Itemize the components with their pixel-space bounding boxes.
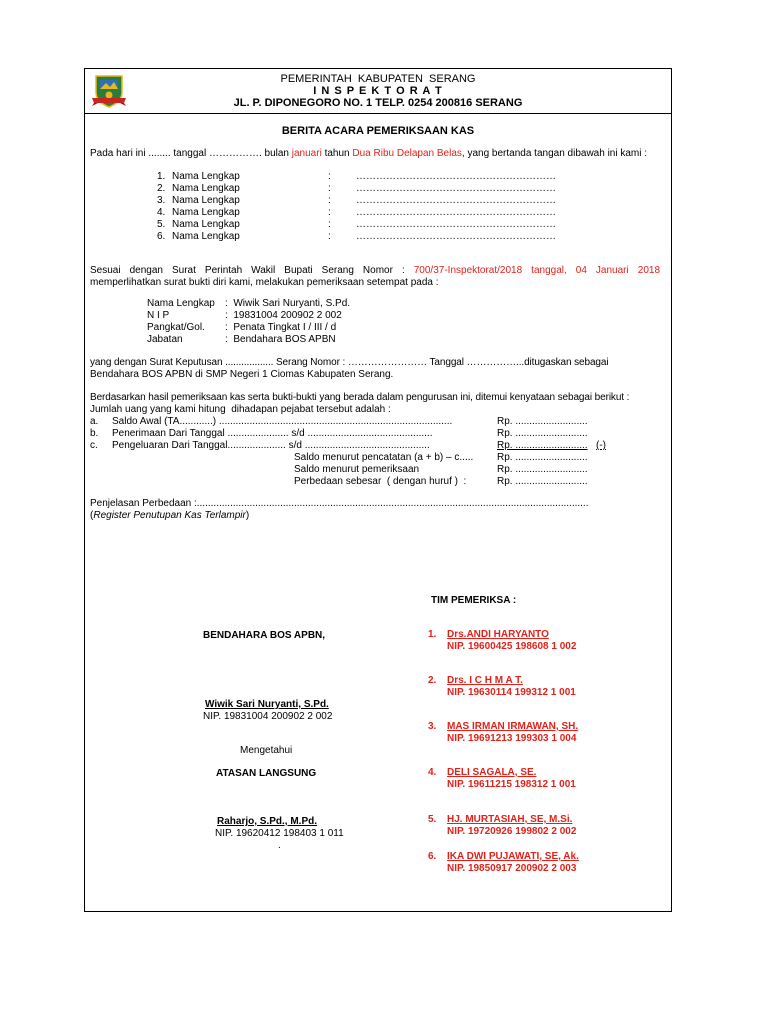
findings-line1: Berdasarkan hasil pemeriksaan kas serta bukti-bukti yang berada dalam pengurusan ini, ditemui kenyataan sebagai berikut : bbox=[90, 392, 630, 403]
balance-rp: Rp. .......................... bbox=[497, 452, 588, 463]
member-name: MAS IRMAN IRMAWAN, SH. bbox=[447, 721, 579, 732]
list-item-colon: : bbox=[328, 231, 331, 242]
member-name: IKA DWI PUJAWATI, SE, Ak. bbox=[447, 851, 579, 862]
list-item-colon: : bbox=[328, 171, 331, 182]
list-item-dots: …………………………………………………… bbox=[356, 195, 556, 206]
superior-nip: NIP. 19620412 198403 1 011 bbox=[215, 828, 344, 839]
decree-line1: yang dengan Surat Keputusan .................. Serang Nomor : …………………… Tanggal ……………...ditugaskan sebagai bbox=[90, 357, 609, 368]
register-note bbox=[90, 511, 249, 521]
list-item-label: Nama Lengkap bbox=[172, 231, 240, 242]
list-item-colon: : bbox=[328, 219, 331, 230]
balance-rp: Rp. .......................... bbox=[497, 464, 588, 475]
list-item-label: Nama Lengkap bbox=[172, 219, 240, 230]
member-num: 6. bbox=[428, 851, 437, 862]
treasurer-name: Wiwik Sari Nuryanti, S.Pd. bbox=[205, 699, 329, 710]
treasurer-nip: NIP. 19831004 200902 2 002 bbox=[203, 711, 333, 722]
subject-label: N I P bbox=[147, 310, 170, 321]
superior-name: Raharjo, S.Pd., M.Pd. bbox=[217, 816, 318, 827]
list-item-num: 2. bbox=[157, 183, 166, 194]
intro-month: januari bbox=[291, 148, 322, 159]
subject-value: : 19831004 200902 2 002 bbox=[225, 310, 342, 321]
register-note-close: ) bbox=[245, 510, 250, 521]
cash-item-letter: a. bbox=[90, 416, 99, 427]
balance-label: Saldo menurut pencatatan (a + b) – c..... bbox=[294, 452, 474, 463]
register-note-open: ( bbox=[90, 510, 94, 521]
member-nip: NIP. 19720926 199802 2 002 bbox=[447, 826, 577, 837]
balance-rp: Rp. .......................... bbox=[497, 476, 588, 487]
list-item-dots: …………………………………………………… bbox=[356, 219, 556, 230]
member-nip: NIP. 19630114 199312 1 001 bbox=[447, 687, 576, 698]
intro-year: Dua Ribu Delapan Belas bbox=[352, 148, 462, 159]
list-item-dots: …………………………………………………… bbox=[356, 231, 556, 242]
header-government: PEMERINTAH KABUPATEN SERANG bbox=[280, 73, 476, 85]
list-item-dots: …………………………………………………… bbox=[356, 207, 556, 218]
member-num: 4. bbox=[428, 767, 437, 778]
subject-label: Nama Lengkap bbox=[147, 298, 215, 309]
member-num: 5. bbox=[428, 814, 437, 825]
subject-value: : Wiwik Sari Nuryanti, S.Pd. bbox=[225, 298, 351, 309]
cash-item-rp: Rp. .......................... bbox=[497, 416, 588, 427]
header-inspectorate: I N S P E K T O R A T bbox=[313, 85, 443, 97]
subject-value: : Penata Tingkat I / III / d bbox=[225, 322, 337, 333]
stray-dot: . bbox=[278, 840, 281, 851]
intro-text-3: , yang bertanda tangan dibawah ini kami : bbox=[461, 148, 648, 159]
list-item-colon: : bbox=[328, 195, 331, 206]
order-number: 700/37-Inspektorat/2018 tanggal, 04 Januari 2018 bbox=[413, 265, 661, 276]
list-item-label: Nama Lengkap bbox=[172, 171, 240, 182]
cash-item-suffix: (-) bbox=[596, 440, 606, 451]
balance-label: Perbedaan sebesar ( dengan huruf ) : bbox=[294, 476, 467, 487]
order-text: Sesuai dengan Surat Perintah Wakil Bupati Serang Nomor : bbox=[90, 265, 414, 276]
superior-role: ATASAN LANGSUNG bbox=[216, 768, 317, 779]
team-title: TIM PEMERIKSA : bbox=[431, 595, 517, 606]
list-item-label: Nama Lengkap bbox=[172, 207, 240, 218]
findings-line2: Jumlah uang yang kami hitung dihadapan pejabat tersebut adalah : bbox=[90, 404, 391, 415]
intro-text-1: Pada hari ini ........ tanggal ……………. bulan bbox=[90, 148, 292, 159]
member-name: DELI SAGALA, SE. bbox=[447, 767, 537, 778]
subject-value: : Bendahara BOS APBN bbox=[225, 334, 336, 345]
list-item-colon: : bbox=[328, 183, 331, 194]
register-note-text: Register Penutupan Kas Terlampir bbox=[93, 510, 246, 521]
cash-item-text: Pengeluaran Dari Tanggal..................... s/d ............................................. bbox=[112, 440, 430, 451]
order-paragraph-line1 bbox=[90, 266, 660, 276]
document-title: BERITA ACARA PEMERIKSAAN KAS bbox=[281, 125, 475, 137]
list-item-num: 3. bbox=[157, 195, 166, 206]
intro-paragraph bbox=[90, 149, 647, 159]
list-item-label: Nama Lengkap bbox=[172, 195, 240, 206]
cash-item-rp: Rp. .......................... bbox=[497, 440, 588, 451]
member-name: Drs.ANDI HARYANTO bbox=[447, 629, 549, 640]
member-name: HJ. MURTASIAH, SE, M.Si. bbox=[447, 814, 573, 825]
header-address: JL. P. DIPONEGORO NO. 1 TELP. 0254 200816 SERANG bbox=[233, 97, 523, 109]
difference-explanation: Penjelasan Perbedaan :............................................................................................................................................. bbox=[90, 498, 589, 509]
header-divider bbox=[84, 113, 672, 114]
list-item-label: Nama Lengkap bbox=[172, 183, 240, 194]
list-item-num: 6. bbox=[157, 231, 166, 242]
decree-line2: Bendahara BOS APBN di SMP Negeri 1 Ciomas Kabupaten Serang. bbox=[90, 369, 394, 380]
member-nip: NIP. 19691213 199303 1 004 bbox=[447, 733, 577, 744]
cash-item-letter: c. bbox=[90, 440, 98, 451]
cash-item-rp: Rp. .......................... bbox=[497, 428, 588, 439]
balance-label: Saldo menurut pemeriksaan bbox=[294, 464, 420, 475]
list-item-num: 4. bbox=[157, 207, 166, 218]
member-name: Drs. I C H M A T. bbox=[447, 675, 523, 686]
list-item-dots: …………………………………………………… bbox=[356, 171, 556, 182]
member-nip: NIP. 19850917 200902 2 003 bbox=[447, 863, 577, 874]
list-item-num: 5. bbox=[157, 219, 166, 230]
member-num: 2. bbox=[428, 675, 437, 686]
intro-text-2: tahun bbox=[321, 148, 353, 159]
cash-item-letter: b. bbox=[90, 428, 99, 439]
member-nip: NIP. 19611215 198312 1 001 bbox=[447, 779, 576, 790]
order-paragraph-line2: memperlihatkan surat bukti diri kami, melakukan pemeriksaan setempat pada : bbox=[90, 277, 439, 288]
subject-label: Jabatan bbox=[147, 334, 183, 345]
acknowledged-label: Mengetahui bbox=[240, 745, 293, 756]
cash-item-text: Penerimaan Dari Tanggal ...................... s/d ............................................. bbox=[112, 428, 433, 439]
member-num: 3. bbox=[428, 721, 437, 732]
list-item-colon: : bbox=[328, 207, 331, 218]
list-item-dots: …………………………………………………… bbox=[356, 183, 556, 194]
list-item-num: 1. bbox=[157, 171, 166, 182]
treasurer-role: BENDAHARA BOS APBN, bbox=[203, 630, 326, 641]
cash-item-text: Saldo Awal (TA............) .................................................................................... bbox=[112, 416, 453, 427]
member-num: 1. bbox=[428, 629, 437, 640]
subject-label: Pangkat/Gol. bbox=[147, 322, 205, 333]
member-nip: NIP. 19600425 198608 1 002 bbox=[447, 641, 577, 652]
